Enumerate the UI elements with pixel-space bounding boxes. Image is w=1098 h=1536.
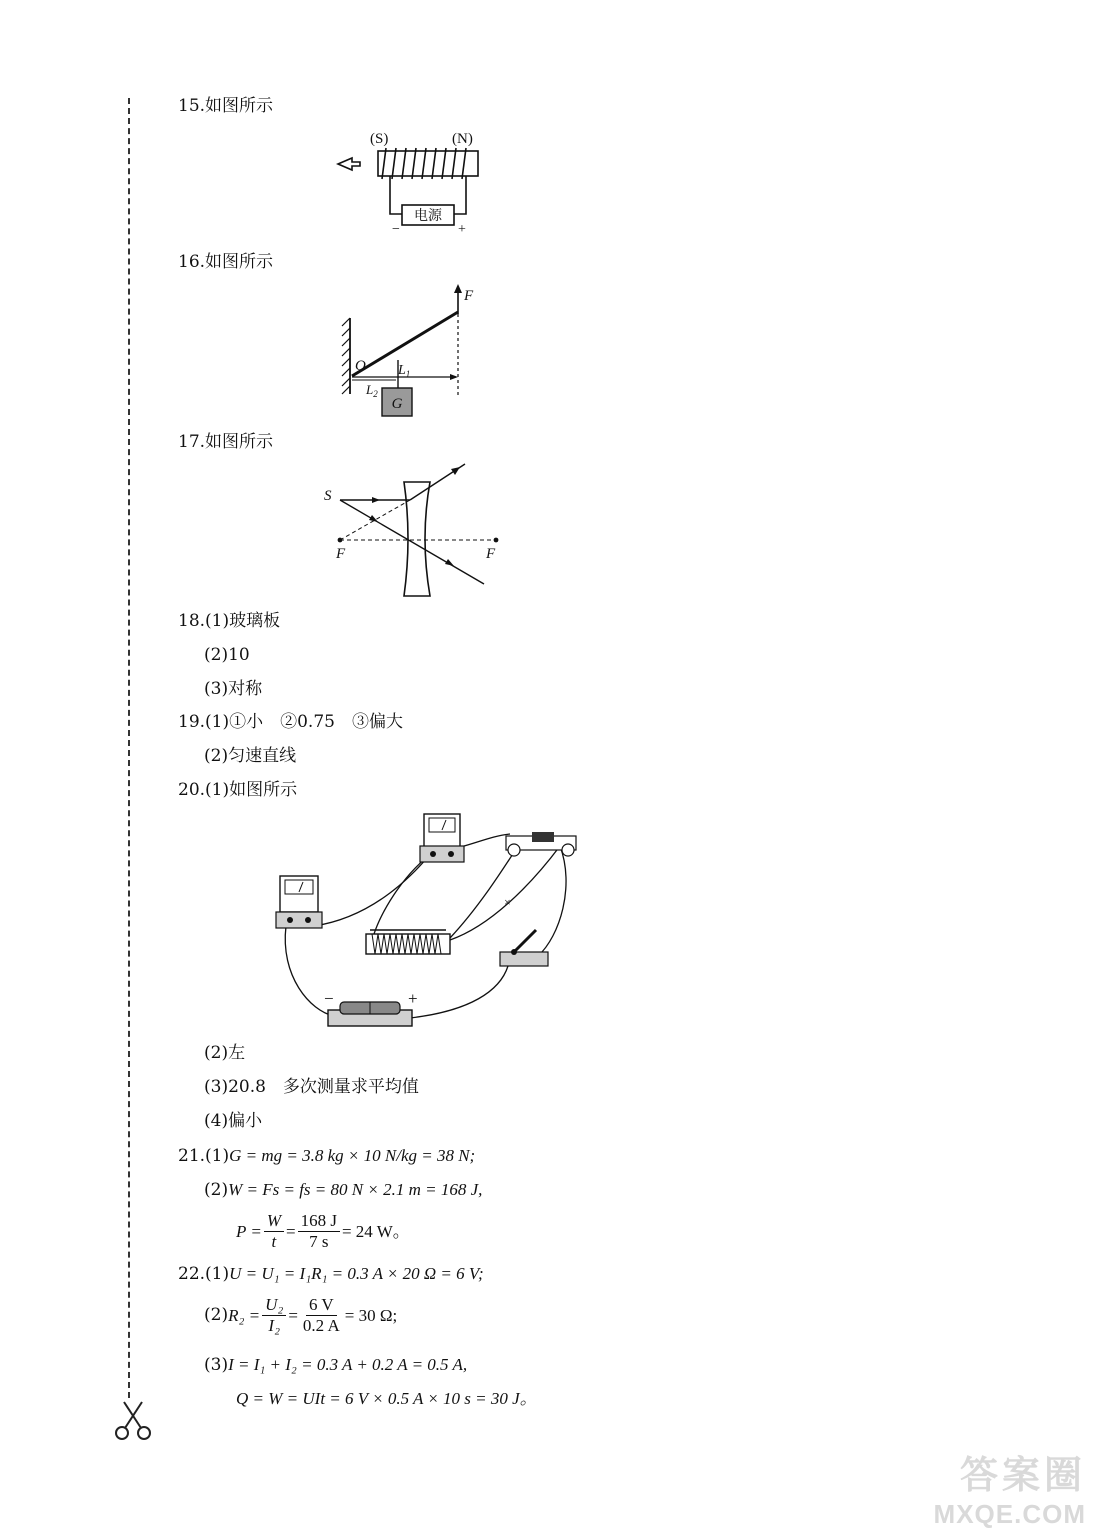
q21-p2-prefix: (2) xyxy=(204,1180,229,1200)
scissors-icon xyxy=(112,1398,156,1442)
q20-circuit-diagram xyxy=(270,806,590,1036)
q22-p2-lhs: R₂ = xyxy=(228,1305,261,1325)
q22-p1 xyxy=(178,1265,484,1283)
resistor xyxy=(506,832,576,856)
q15-label: 15.如图所示 xyxy=(178,96,274,116)
q22-p2-fraction-2: $\frac{6 V}{0.2 A}$ xyxy=(302,1295,340,1335)
s-pole-label: (S) xyxy=(370,131,389,147)
wall-hatching xyxy=(342,318,350,394)
focal-right-label: F xyxy=(486,546,496,562)
q22-p2-prefix: (2) xyxy=(204,1304,229,1325)
focal-left-label: F xyxy=(336,546,346,562)
q21-p2-equation: W = Fs = fs = 80 N × 2.1 m = 168 J, xyxy=(228,1180,483,1199)
source-label: S xyxy=(324,488,332,504)
q22-p2-equals: = xyxy=(288,1305,298,1325)
power-supply-label: 电源 xyxy=(414,209,442,224)
q22-p3-equation: I = I₁ + I₂ = 0.3 A + 0.2 A = 0.5 A, xyxy=(228,1355,468,1374)
watermark-url: MXQE.COM xyxy=(933,1499,1086,1529)
q22-p1-prefix: 22.(1) xyxy=(178,1264,230,1284)
sliding-rheostat xyxy=(366,930,450,954)
weight-label: G xyxy=(391,396,403,412)
q21-p3-fraction-2: $\frac{168 J}{7 s}$ xyxy=(298,1212,340,1251)
watermark xyxy=(934,1444,1086,1530)
q21-p1-equation: G = mg = 3.8 kg × 10 N/kg = 38 N; xyxy=(229,1146,476,1165)
q18-p3: (3)对称 xyxy=(204,679,263,699)
q20-p1: 20.(1)如图所示 xyxy=(178,780,298,800)
q21-p3-fraction-1: $\frac{W}{t}$ xyxy=(264,1212,284,1251)
q21-p3 xyxy=(236,1212,410,1251)
q21-p2 xyxy=(204,1181,482,1199)
q21-p3-lhs: P = xyxy=(236,1221,262,1241)
q21-p3-rhs: = 24 W。 xyxy=(341,1221,410,1241)
q19-p2: (2)匀速直线 xyxy=(204,746,297,766)
voltmeter xyxy=(420,814,464,862)
n-pole-label: (N) xyxy=(452,131,473,147)
l2-label: $L_2$ xyxy=(366,382,378,399)
battery-pack xyxy=(328,1002,412,1026)
pivot-label: O xyxy=(355,358,366,374)
q19-p1: 19.(1)①小 ②0.75 ③偏大 xyxy=(178,712,403,732)
cut-line xyxy=(128,98,130,1398)
q15-diagram xyxy=(330,126,510,236)
q17-diagram xyxy=(320,460,510,605)
q22-p2 xyxy=(204,1296,397,1335)
q18-p1: 18.(1)玻璃板 xyxy=(178,611,281,631)
l1-label: $L_1$ xyxy=(398,363,411,379)
q21-p1-prefix: 21.(1) xyxy=(178,1146,230,1166)
force-label: F xyxy=(464,288,474,304)
q21-p3-equals: = xyxy=(285,1221,296,1241)
q20-p2: (2)左 xyxy=(204,1043,246,1063)
q22-p3 xyxy=(204,1356,467,1374)
q22-p3-prefix: (3) xyxy=(204,1355,229,1375)
watermark-logo-text: 答案圈 xyxy=(959,1455,1086,1497)
q16-diagram xyxy=(340,282,490,422)
q22-p4: Q = W = UIt = 6 V × 0.5 A × 10 s = 30 J。 xyxy=(236,1389,537,1408)
ammeter xyxy=(276,876,322,928)
q17-label: 17.如图所示 xyxy=(178,432,274,452)
compass-needle-icon xyxy=(338,158,360,170)
minus-terminal: − xyxy=(392,222,400,237)
plus-terminal: + xyxy=(458,222,466,237)
q22-p1-equation: U = U₁ = I₁R₁ = 0.3 A × 20 Ω = 6 V; xyxy=(229,1264,484,1283)
battery-minus-label: − xyxy=(324,989,334,1008)
q18-p2: (2)10 xyxy=(204,645,250,665)
knife-switch xyxy=(500,930,548,966)
q20-p4: (4)偏小 xyxy=(204,1111,263,1131)
q16-label: 16.如图所示 xyxy=(178,252,274,272)
q21-p1 xyxy=(178,1147,475,1165)
q22-p2-fraction-1: $\frac{\text{U₂}}{\text{I₂}}$ xyxy=(262,1296,286,1335)
wire-cross-mark: × xyxy=(504,895,511,909)
q20-p3: (3)20.8 多次测量求平均值 xyxy=(204,1077,419,1097)
q22-p2-rhs: = 30 Ω; xyxy=(344,1305,398,1325)
battery-plus-label: + xyxy=(408,989,418,1008)
